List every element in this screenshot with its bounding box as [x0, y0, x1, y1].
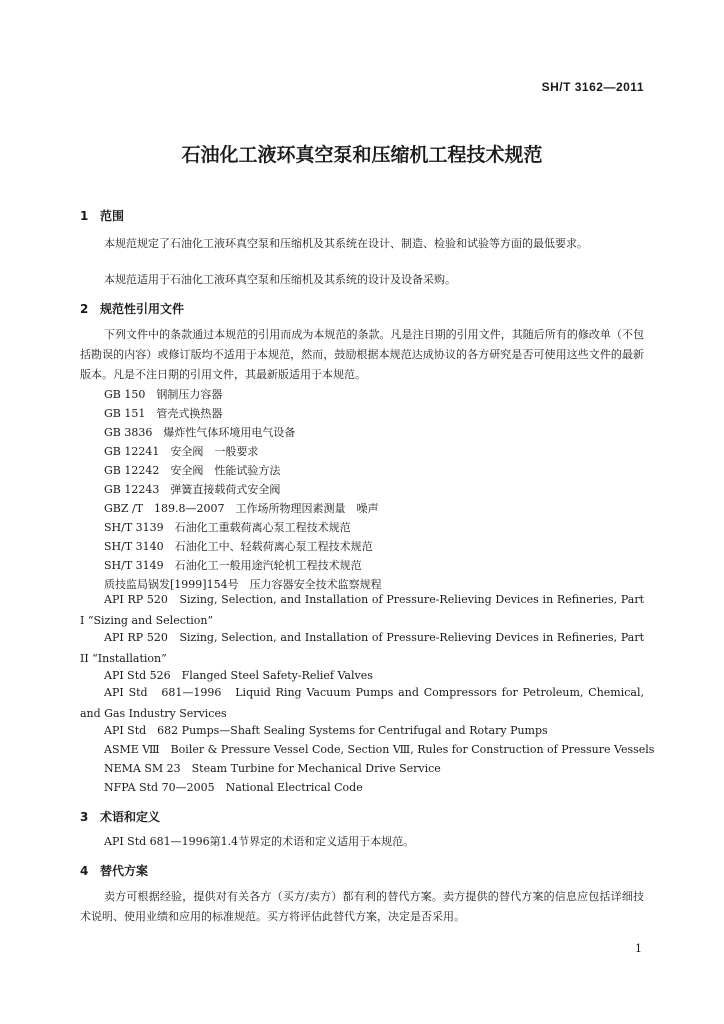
section-4-paragraph-1: 卖方可根据经验，提供对有关各方（买方/卖方）都有利的替代方案。卖方提供的替代方案的信息应包括详细技术说明、使用业绩和应用的标准规范。买方将评估此替代方案，决定是否采用。	[80, 890, 644, 923]
page-number: 1	[635, 942, 642, 955]
reference-item: NFPA Std 70—2005 National Electrical Code	[104, 781, 363, 794]
section-number: 2	[80, 302, 89, 316]
document-title: 石油化工液环真空泵和压缩机工程技术规范	[181, 144, 543, 166]
reference-item: GB 12243 弹簧直接载荷式安全阀	[104, 483, 281, 496]
reference-item: API Std 682 Pumps—Shaft Sealing Systems for Centrifugal and Rotary Pumps	[104, 724, 548, 737]
reference-item: GB 150 钢制压力容器	[104, 388, 223, 401]
section-4-heading	[80, 862, 148, 879]
section-title: 术语和定义	[100, 810, 161, 824]
section-number: 3	[80, 810, 89, 824]
section-3-paragraph-1: API Std 681—1996第1.4节界定的术语和定义适用于本规范。	[104, 835, 415, 848]
reference-item-wrapped: API RP 520 Sizing, Selection, and Installation of Pressure-Relieving Devices in Refineries, Part I “Sizing and Selection”	[80, 593, 644, 627]
reference-item-wrapped: API RP 520 Sizing, Selection, and Installation of Pressure-Relieving Devices in Refineries, Part II “Installation”	[80, 631, 644, 665]
reference-item: GB 151 管壳式换热器	[104, 407, 223, 420]
reference-item: SH/T 3140 石油化工中、轻载荷离心泵工程技术规范	[104, 540, 373, 553]
reference-item: SH/T 3149 石油化工一般用途汽轮机工程技术规范	[104, 559, 362, 572]
reference-item: NEMA SM 23 Steam Turbine for Mechanical Drive Service	[104, 762, 441, 775]
reference-item: SH/T 3139 石油化工重载荷离心泵工程技术规范	[104, 521, 351, 534]
section-2-heading	[80, 300, 184, 317]
reference-item: 质技监局锅发[1999]154号 压力容器安全技术监察规程	[104, 578, 382, 591]
section-title: 替代方案	[100, 864, 149, 878]
reference-item: ASME Ⅷ Boiler & Pressure Vessel Code, Section Ⅷ, Rules for Construction of Pressure Vessels	[104, 743, 655, 756]
reference-item-wrapped: API Std 681—1996 Liquid Ring Vacuum Pumps and Compressors for Petroleum, Chemical, and Gas Industry Services	[80, 686, 644, 720]
reference-item: GB 12242 安全阀 性能试验方法	[104, 464, 281, 477]
section-3-heading	[80, 808, 160, 825]
standard-number: SH/T 3162—2011	[541, 80, 644, 94]
section-number: 4	[80, 864, 89, 878]
section-1-paragraph-1: 本规范规定了石油化工液环真空泵和压缩机及其系统在设计、制造、检验和试验等方面的最低要求。	[104, 237, 588, 250]
section-1-paragraph-2: 本规范适用于石油化工液环真空泵和压缩机及其系统的设计及设备采购。	[104, 273, 456, 286]
reference-item: API Std 526 Flanged Steel Safety-Relief Valves	[104, 669, 373, 682]
section-title: 规范性引用文件	[100, 302, 185, 316]
reference-item: GB 12241 安全阀 一般要求	[104, 445, 259, 458]
section-2-paragraph-1: 下列文件中的条款通过本规范的引用而成为本规范的条款。凡是注日期的引用文件，其随后所有的修改单（不包括勘误的内容）或修订版均不适用于本规范，然而，鼓励根据本规范达成协议的各方研究是否可使用这些文件的最新版本。凡是不注日期的引用文件，其最新版适用于本规范。	[80, 328, 644, 381]
reference-item: GB 3836 爆炸性气体环境用电气设备	[104, 426, 296, 439]
reference-item: GBZ /T 189.8—2007 工作场所物理因素测量 噪声	[104, 502, 379, 515]
section-number: 1	[80, 209, 89, 223]
section-title: 范围	[100, 209, 125, 223]
section-1-heading	[80, 207, 124, 224]
